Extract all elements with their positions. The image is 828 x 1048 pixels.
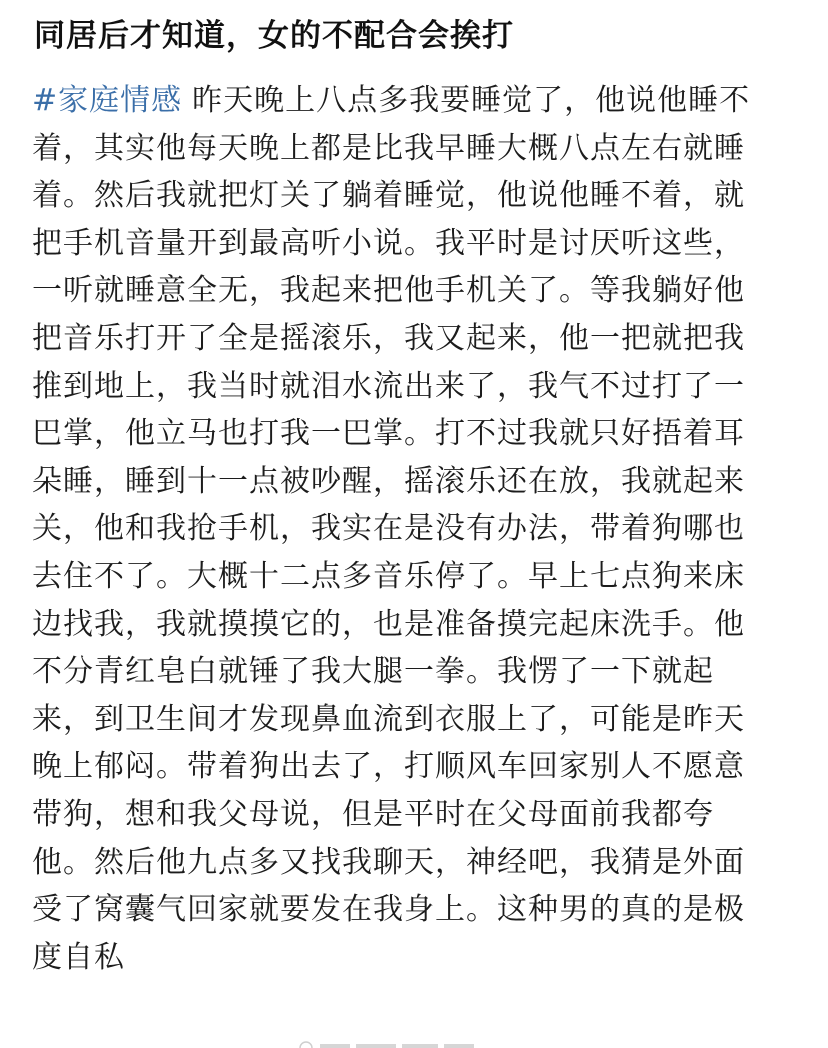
body-line: 不分青红皂白就锤了我大腿一拳。我愣了一下就起: [32, 654, 714, 690]
body-line: 推到地上，我当时就泪水流出来了，我气不过打了一: [32, 368, 745, 404]
body-line: [32, 77, 812, 125]
body-line: 一听就睡意全无，我起来把他手机关了。等我躺好他: [32, 273, 745, 309]
body-line: 关，他和我抢手机，我实在是没有办法，带着狗哪也: [32, 511, 745, 547]
body-line: 度自私: [32, 939, 125, 975]
body-line-text: 昨天晚上八点多我要睡觉了，他说他睡不: [192, 83, 751, 118]
body-line: 晚上郁闷。带着狗出去了，打顺风车回家别人不愿意: [32, 749, 745, 785]
body-line: 受了窝囊气回家就要发在我身上。这种男的真的是极: [32, 892, 745, 928]
body-line: 着。然后我就把灯关了躺着睡觉，他说他睡不着，就: [32, 178, 745, 214]
body-line: 着，其实他每天晚上都是比我早睡大概八点左右就睡: [32, 130, 745, 166]
body-line: 他。然后他九点多又找我聊天，神经吧，我猜是外面: [32, 844, 745, 880]
post-body: [32, 77, 812, 981]
body-line: 去住不了。大概十二点多音乐停了。早上七点狗来床: [32, 558, 745, 594]
body-line: 来，到卫生间才发现鼻血流到衣服上了，可能是昨天: [32, 701, 745, 737]
body-line: 边找我，我就摸摸它的，也是准备摸完起床洗手。他: [32, 606, 745, 642]
body-line: 朵睡，睡到十一点被吵醒，摇滚乐还在放，我就起来: [32, 463, 745, 499]
watermark: [298, 1036, 488, 1048]
post-title: 同居后才知道，女的不配合会挨打: [34, 18, 514, 54]
body-line: 把音乐打开了全是摇滚乐，我又起来，他一把就把我: [32, 320, 745, 356]
watermark-icon: [298, 1039, 488, 1048]
body-line: 把手机音量开到最高听小说。我平时是讨厌听这些，: [32, 225, 745, 261]
body-line: 巴掌，他立马也打我一巴掌。打不过我就只好捂着耳: [32, 416, 745, 452]
topic-hashtag-link[interactable]: #家庭情感: [32, 83, 183, 118]
body-line: 带狗，想和我父母说，但是平时在父母面前我都夸: [32, 796, 714, 832]
